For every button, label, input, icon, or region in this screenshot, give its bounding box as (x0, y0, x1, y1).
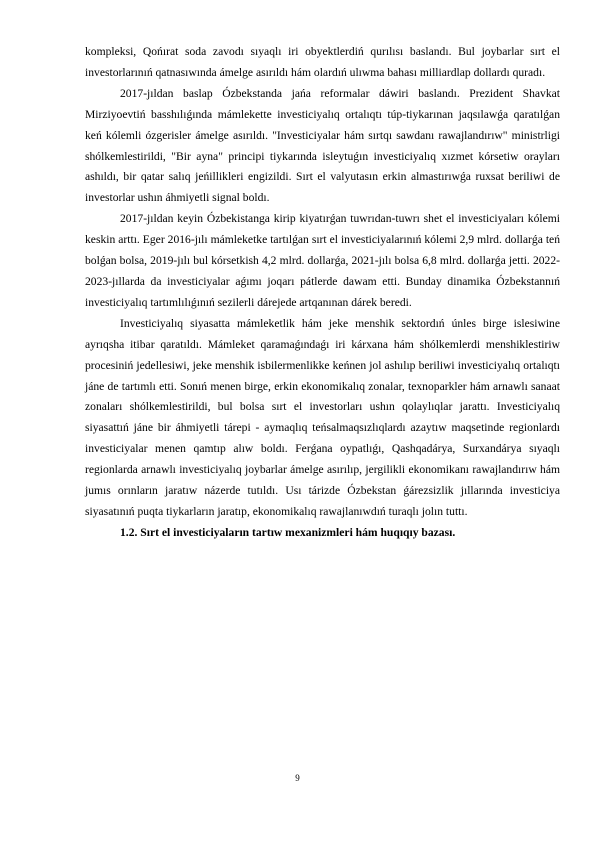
document-page (85, 42, 560, 544)
paragraph-investment-policy: Investiciyalıq siyasatta mámleketlik hám jeke menshik sektordıń únles birge islesiwine ayrıqsha itibar qaratıldı. Mámleket qaramaǵındaǵı iri kárxana hám shólkemlerdi menshiklestiriw procesiniń jedellesiwi, jeke menshik isbilermenlikke keńnen jol ashılıp beriliwi investiciyalıq ortalıqtı jáne de tartımlı etti. Sonıń menen birge, erkin ekonomikalıq zonalar, texnoparkler hám arnawlı sanaat zonaları shólkemlestirildi, bul bolsa sırt el investorları ushın qolaylıqlar jarattı. Investiciyalıq siyasattıń jáne bir áhmiyetli tárepi - aymaqlıq teńsalmaqsızlıqlardı azaytıw maqsetinde regionlardı investiciyalar menen qamtıp alıw boldı. Ferǵana oypatlıǵı, Qashqadárya, Surxandárya sıyaqlı regionlarda arnawlı investiciyalıq joybarlar ámelge asırılıp, jergilikli ekonomikanı rawajlandırıw hám jumıs orınların jaratıw názerde tutıldı. Usı tárizde Ózbekstan ǵárezsizlik jıllarında investiciya siyasatınıń puqta tiykarların jaratıp, ekonomikalıq rawajlanıwdıń turaqlı jolın tuttı. (85, 316, 560, 518)
paragraph-reforms-2017: 2017-jıldan baslap Ózbekstanda jańa reformalar dáwiri baslandı. Prezident Shavkat Mirziyoevtiń basshılıǵında mámlekette investiciyalıq ortalıqtı túp-tiykarınan jaqsılawǵa qaratılǵan keń kólemli ózgerisler ámelge asırıldı. "Investiciyalar hám sırtqı sawdanı rawajlandırıw" ministrligi shólkemlestirildi, "Bir ayna" principi tiykarında isleytuǵın investiciyalıq xızmet kórsetiw orayları ashıldı, bir qatar salıq jeńillikleri engizildi. Sırt el valyutasın erkin almastırıwǵa ruxsat beriliwi de investorlar ushın áhmiyetli signal boldı. (85, 86, 560, 205)
section-heading: 1.2. Sırt el investiciyaların tartıw mexanizmleri hám huqıqıy bazası. (120, 525, 456, 539)
page-number: 9 (295, 773, 300, 783)
paragraph-investment-growth: 2017-jıldan keyin Ózbekistanga kirip kiyatırǵan tuwrıdan-tuwrı shet el investiciyaları kólemi keskin arttı. Eger 2016-jılı mámleketke tartılǵan sırt el investiciyalarınıń kólemi 2,9 mlrd. dollarǵa teń bolǵan bolsa, 2019-jılı bul kórsetkish 4,2 mlrd. dollarǵa, 2021-jılı bolsa 6,8 mlrd. dollarǵa jetti. 2022-2023-jıllarda da investiciyalar aǵımı joqarı pátlerde dawam etti. Bunday dinamika Ózbekstannıń investiciyalıq tartımlılıǵınıń sezilerli dárejede artqanınan dárek beredi. (85, 212, 560, 309)
paragraph-continuation: kompleksi, Qońırat soda zavodı sıyaqlı iri obyektlerdiń qurılısı baslandı. Bul joybarlar sırt el investorlarınıń qatnasıwında ámelge asırıldı hám olardıń ulıwma bahası milliardlap dollardı quradı. (85, 45, 560, 79)
